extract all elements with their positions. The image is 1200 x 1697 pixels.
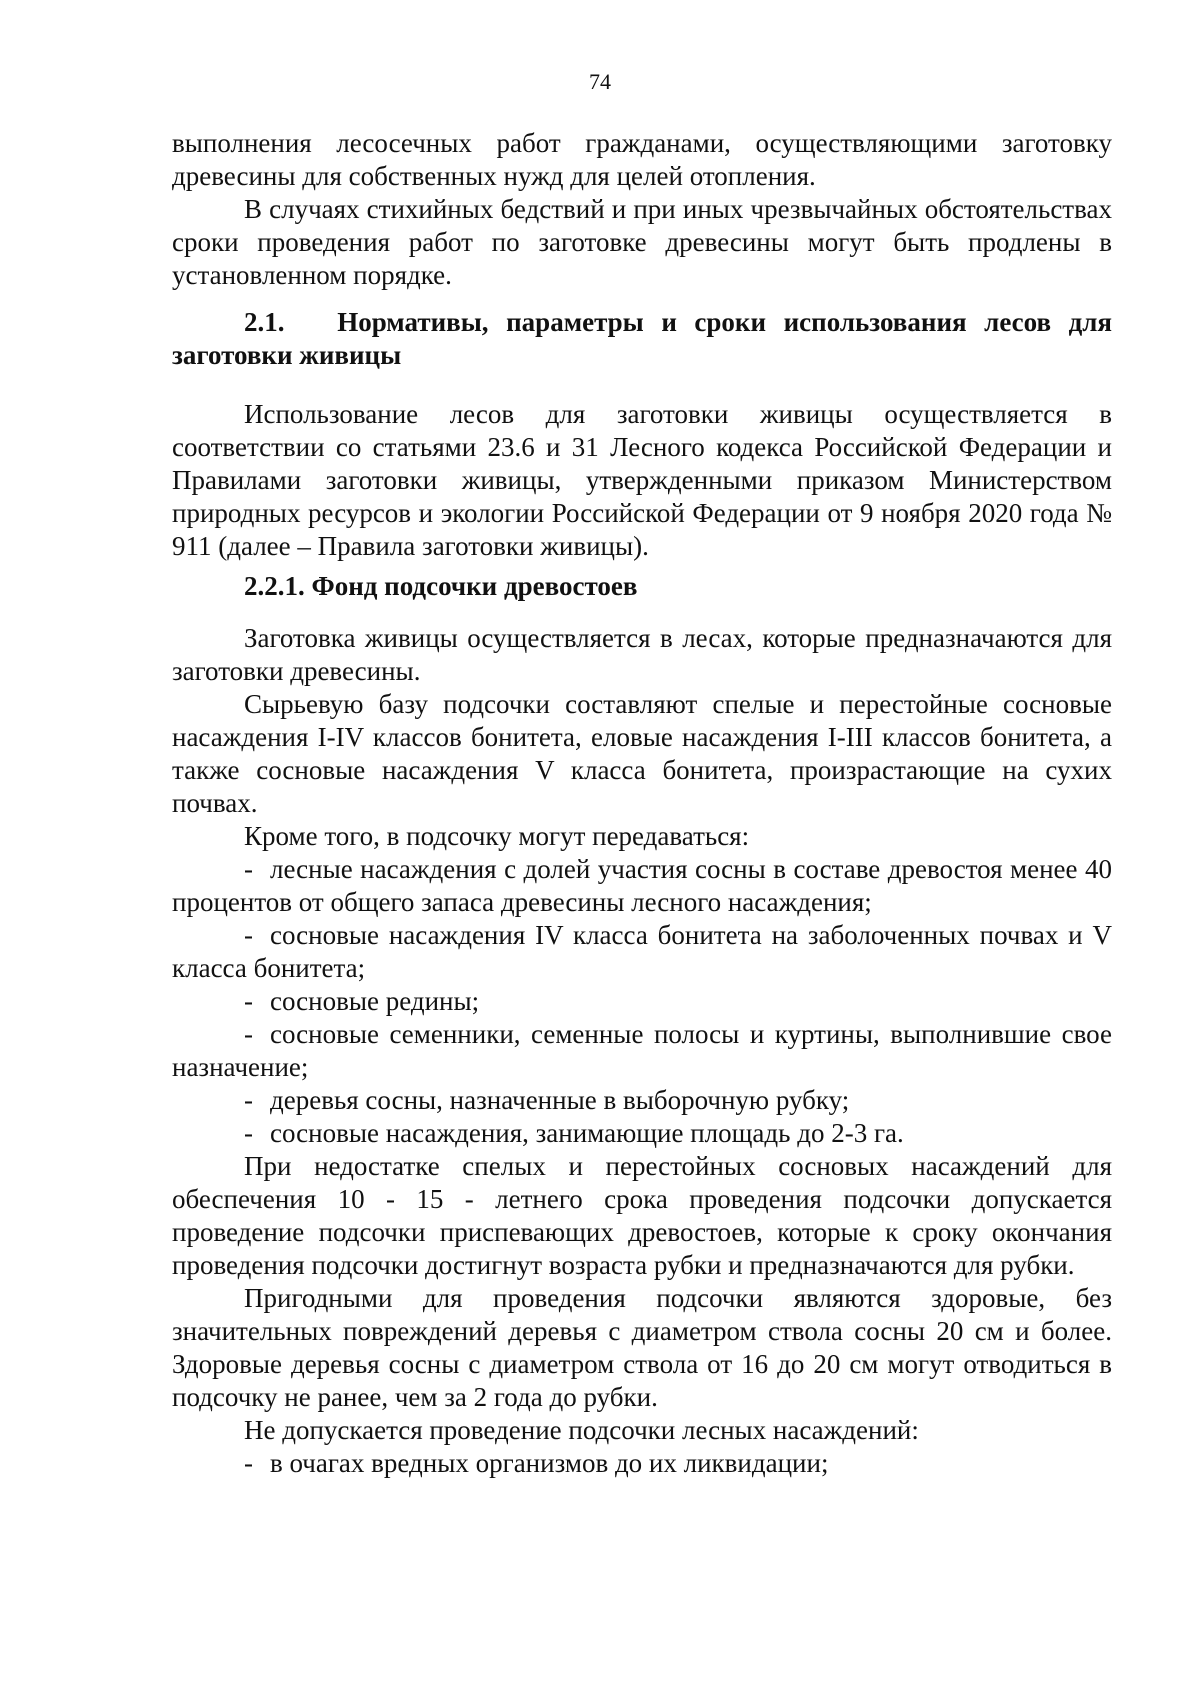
section-2-2-1-paragraph-2: Сырьевую базу подсочки составляют спелые и перестойные сосновые насаждения I-IV классов бонитета, еловые насаждения I-III классов бонитета, а также сосновые насаждения V класса бонитета, произрастающие на сухих почвах. (172, 689, 1112, 818)
section-2-1-number: 2.1. (244, 307, 285, 337)
list-dash: - (244, 986, 253, 1016)
list-item (172, 1447, 1112, 1480)
list-item-text: в очагах вредных организмов до их ликвидации; (270, 1448, 829, 1478)
list-dash: - (244, 854, 253, 884)
section-2-1-heading (172, 306, 1112, 372)
section-2-1-title: Нормативы, параметры и сроки использования лесов для заготовки живицы (172, 307, 1112, 370)
list-dash: - (244, 1448, 253, 1478)
section-2-2-1-heading (172, 570, 1112, 603)
intro-paragraph-1: выполнения лесосечных работ гражданами, осуществляющими заготовку древесины для собственных нужд для целей отопления. (172, 128, 1112, 191)
section-2-2-1-paragraph-5: Пригодными для проведения подсочки являются здоровые, без значительных повреждений деревья с диаметром ствола сосны 20 см и более. Здоровые деревья сосны с диаметром ствола от 16 до 20 см могут отводиться в подсочку не ранее, чем за 2 года до рубки. (172, 1283, 1112, 1412)
section-2-1 (172, 306, 1112, 372)
intro-block (172, 127, 1112, 292)
section-2-2-1-body (172, 622, 1112, 1480)
section-2-2-1-paragraph-1: Заготовка живицы осуществляется в лесах, которые предназначаются для заготовки древесины. (172, 623, 1112, 686)
section-2-2-1-paragraph-3: Кроме того, в подсочку могут передаваться: (244, 821, 750, 851)
list-item-text: сосновые насаждения, занимающие площадь до 2-3 га. (270, 1118, 904, 1148)
list-item-text: деревья сосны, назначенные в выборочную рубку; (270, 1085, 850, 1115)
section-2-1-body (172, 398, 1112, 563)
section-2-2-1-paragraph-4: При недостатке спелых и перестойных сосновых насаждений для обеспечения 10 - 15 - летнего срока проведения подсочки допускается проведение подсочки приспевающих древостоев, которые к сроку окончания проведения подсочки достигнут возраста рубки и предназначаются для рубки. (172, 1151, 1112, 1280)
list-item-text: лесные насаждения с долей участия сосны в составе древостоя менее 40 процентов от общего запаса древесины лесного насаждения; (172, 854, 1112, 917)
list-dash: - (244, 1019, 253, 1049)
list-dash: - (244, 1085, 253, 1115)
section-2-2-1 (172, 570, 1112, 603)
section-2-2-1-paragraph-6: Не допускается проведение подсочки лесных насаждений: (244, 1415, 919, 1445)
list-item (172, 853, 1112, 919)
list-item-text: сосновые семенники, семенные полосы и куртины, выполнившие свое назначение; (172, 1019, 1112, 1082)
list-item (172, 1018, 1112, 1084)
section-2-1-paragraph-1: Использование лесов для заготовки живицы осуществляется в соответствии со статьями 23.6 и 31 Лесного кодекса Российской Федерации и Правилами заготовки живицы, утвержденными приказом Министерством природных ресурсов и экологии Российской Федерации от 9 ноября 2020 года № 911 (далее – Правила заготовки живицы). (172, 399, 1112, 561)
list-dash: - (244, 920, 253, 950)
section-2-2-1-title: Фонд подсочки древостоев (311, 571, 638, 601)
list-item (172, 985, 1112, 1018)
list-item-text: сосновые насаждения IV класса бонитета на заболоченных почвах и V класса бонитета; (172, 920, 1112, 983)
list-dash: - (244, 1118, 253, 1148)
list-item (172, 919, 1112, 985)
list-item (172, 1117, 1112, 1150)
list-item (172, 1084, 1112, 1117)
section-2-2-1-number: 2.2.1. (244, 571, 305, 601)
intro-paragraph-2: В случаях стихийных бедствий и при иных чрезвычайных обстоятельствах сроки проведения работ по заготовке древесины могут быть продлены в установленном порядке. (172, 194, 1112, 290)
list-item-text: сосновые редины; (270, 986, 480, 1016)
page-number: 74 (589, 69, 611, 94)
